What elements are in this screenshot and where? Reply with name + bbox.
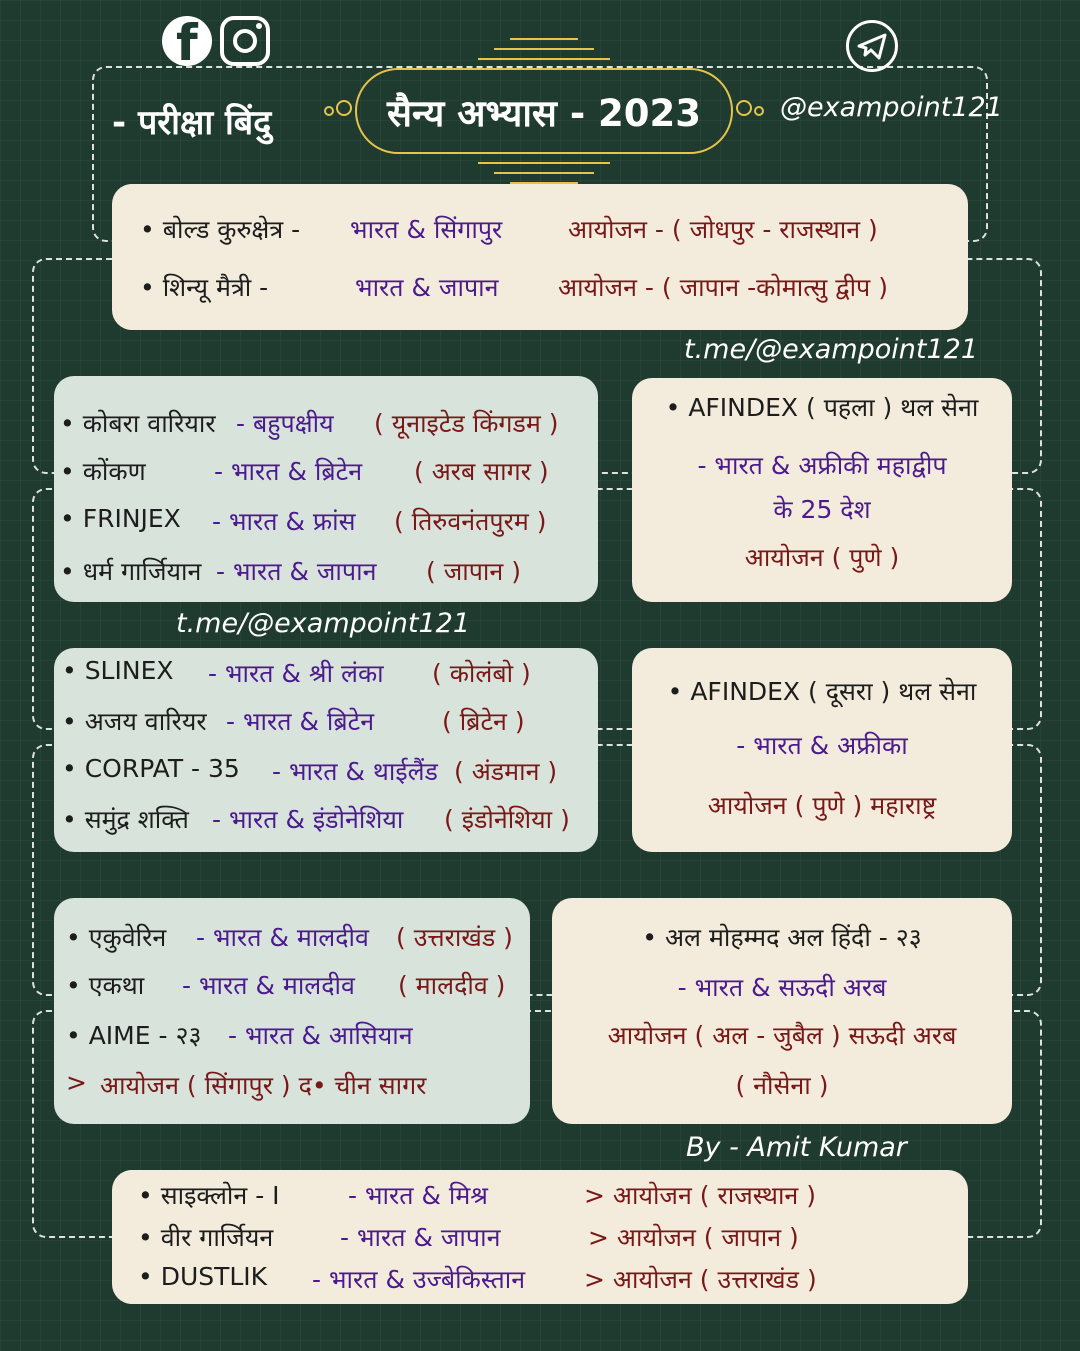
exercise-venue: ( तिरुवनंतपुरम ) <box>394 507 547 536</box>
exercise-name: • वीर गार्जियन <box>138 1223 274 1252</box>
exercise-venue: ( मालदीव ) <box>398 971 506 1000</box>
exercise-parties: - भारत & जापान <box>340 1223 501 1252</box>
exercise-venue-marker: > <box>66 1068 87 1097</box>
exercise-name: • साइक्लोन - I <box>138 1181 280 1210</box>
exercise-parties: - भारत & थाईलैंड <box>272 757 438 786</box>
page-title <box>355 68 733 154</box>
exercise-venue: आयोजन ( पुणे ) <box>744 543 900 572</box>
facebook-icon[interactable]: f <box>162 16 212 66</box>
exercise-venue: आयोजन ( सिंगापुर ) द• चीन सागर <box>100 1071 427 1100</box>
title-ornament-ring <box>736 100 752 116</box>
exercise-venue: आयोजन - ( जोधपुर - राजस्थान ) <box>568 215 878 244</box>
title-ornament-line <box>494 48 594 50</box>
exercise-venue: ( अंडमान ) <box>454 757 558 786</box>
exercise-venue: > आयोजन ( राजस्थान ) <box>584 1181 816 1210</box>
exercise-venue: ( जापान ) <box>426 557 521 586</box>
exercise-parties: - बहुपक्षीय <box>236 409 334 438</box>
exercise-parties: - भारत & ब्रिटेन <box>214 457 363 486</box>
exercise-parties: - भारत & मिश्र <box>348 1181 489 1210</box>
exercise-venue: ( कोलंबो ) <box>432 659 531 688</box>
title-ornament-line <box>510 38 578 40</box>
exercise-name: • AFINDEX ( पहला ) थल सेना <box>665 393 979 422</box>
exercise-name: • कोबरा वारियार <box>60 409 216 438</box>
exercise-venue: ( उत्तराखंड ) <box>396 923 513 952</box>
exercise-name: • अजय वारियर <box>62 707 207 736</box>
exercise-force: ( नौसेना ) <box>735 1071 829 1100</box>
exercise-parties: - भारत & आसियान <box>228 1021 413 1050</box>
exercise-venue: ( अरब सागर ) <box>414 457 549 486</box>
exercise-venue: आयोजन ( अल - जुबैल ) सऊदी अरब <box>607 1021 957 1050</box>
title-ornament-ring <box>336 100 352 116</box>
exercise-name: • धर्म गार्जियान <box>60 557 202 586</box>
exercise-parties: - भारत & जापान <box>216 557 377 586</box>
exercise-venue: ( इंडोनेशिया ) <box>444 805 570 834</box>
brand-name: - परीक्षा बिंदु <box>112 103 272 143</box>
exercise-parties: भारत & जापान <box>355 273 499 302</box>
exercise-name: • DUSTLIK <box>138 1262 268 1291</box>
exercise-parties: - भारत & ब्रिटेन <box>226 707 375 736</box>
exercise-name: • AFINDEX ( दूसरा ) थल सेना <box>667 677 977 706</box>
exercise-name: • कोंकण <box>60 457 146 486</box>
channel-handle: @exampoint121 <box>780 92 1003 123</box>
title-ornament-line <box>478 58 610 60</box>
exercise-name: • अल मोहम्मद अल हिंदी - २३ <box>642 923 922 952</box>
author-credit: By - Amit Kumar <box>686 1132 907 1163</box>
exercise-parties: - भारत & सऊदी अरब <box>677 973 887 1002</box>
exercise-name: • SLINEX <box>62 656 174 685</box>
title-ornament-line <box>494 172 594 174</box>
telegram-watermark: t.me/@exampoint121 <box>684 334 979 365</box>
exercise-parties: - भारत & अफ्रीका <box>736 731 908 760</box>
telegram-watermark: t.me/@exampoint121 <box>176 608 471 639</box>
exercise-name: • एकुवेरिन <box>66 923 167 952</box>
exercise-venue: > आयोजन ( जापान ) <box>588 1223 799 1252</box>
exercise-parties: - भारत & फ्रांस <box>212 507 356 536</box>
instagram-icon[interactable] <box>220 16 270 66</box>
exercise-card-1 <box>112 184 968 330</box>
exercise-name: • एकथा <box>66 971 145 1000</box>
exercise-name: • बोल्ड कुरुक्षेत्र - <box>140 215 301 244</box>
exercise-parties: - भारत & श्री लंका <box>208 659 384 688</box>
exercise-name: • AIME - २३ <box>66 1021 202 1050</box>
exercise-venue: आयोजन ( पुणे ) महाराष्ट्र <box>707 791 937 820</box>
exercise-venue: ( ब्रिटेन ) <box>442 707 525 736</box>
exercise-parties: - भारत & मालदीव <box>182 971 355 1000</box>
exercise-venue: ( यूनाइटेड किंगडम ) <box>374 409 559 438</box>
title-ornament-ring <box>754 106 764 116</box>
title-ornament-ring <box>324 106 334 116</box>
title-ornament-line <box>478 162 610 164</box>
page-title-text: सैन्य अभ्यास - 2023 <box>386 91 702 135</box>
exercise-name: • CORPAT - 35 <box>62 754 240 783</box>
exercise-name: • समुंद्र शक्ति <box>62 805 189 834</box>
exercise-parties: - भारत & अफ्रीकी महाद्वीप <box>697 451 947 480</box>
exercise-venue: आयोजन - ( जापान -कोमात्सु द्वीप ) <box>558 273 888 302</box>
exercise-name: • FRINJEX <box>60 504 181 533</box>
exercise-parties: - भारत & इंडोनेशिया <box>212 805 404 834</box>
exercise-parties: भारत & सिंगापुर <box>350 215 503 244</box>
exercise-parties: - भारत & उज्बेकिस्तान <box>312 1265 526 1294</box>
exercise-parties-detail: के 25 देश <box>773 495 871 524</box>
exercise-name: • शिन्यू मैत्री - <box>140 273 269 302</box>
telegram-icon[interactable] <box>846 20 898 72</box>
exercise-venue: > आयोजन ( उत्तराखंड ) <box>584 1265 817 1294</box>
exercise-parties: - भारत & मालदीव <box>196 923 369 952</box>
